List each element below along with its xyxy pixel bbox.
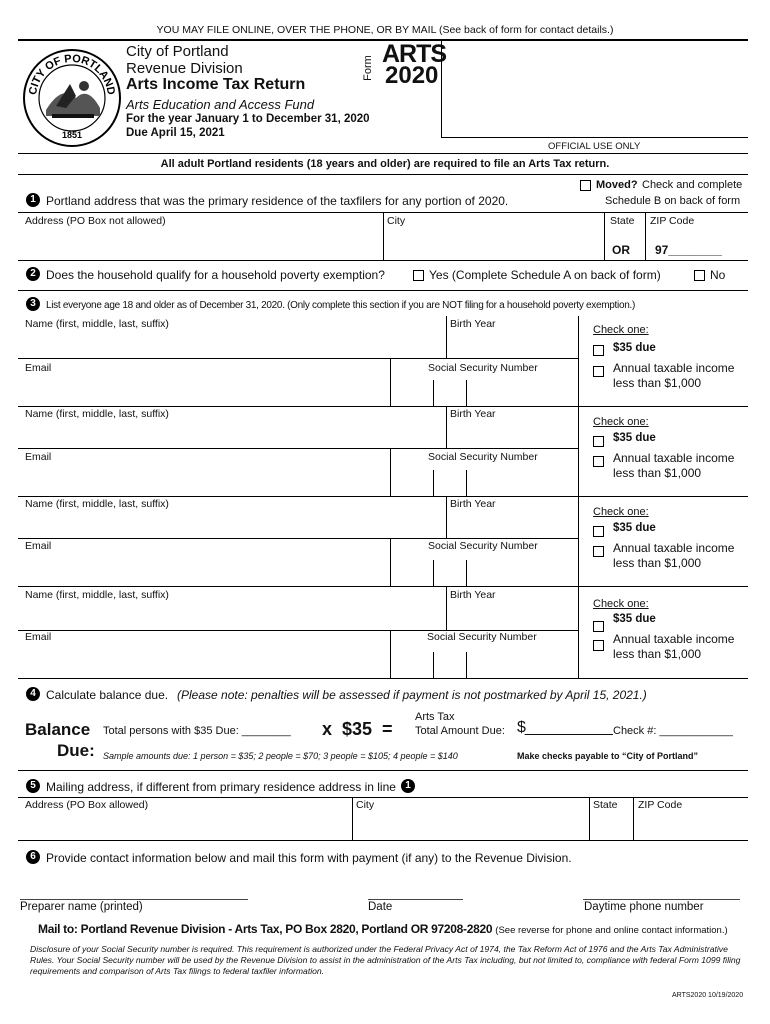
total-amount-input[interactable]: $___________ <box>517 719 612 736</box>
ssn-label: Social Security Number <box>427 631 537 643</box>
zip-value[interactable]: 97________ <box>655 243 722 257</box>
income-checkbox[interactable] <box>593 546 604 557</box>
official-use-divider <box>441 40 442 137</box>
email-label: Email <box>25 631 52 643</box>
division-name: Revenue Division <box>126 60 243 77</box>
check-one-label: Check one: <box>593 324 649 336</box>
due-35-label: $35 due <box>613 342 656 354</box>
ssn-label: Social Security Number <box>428 451 538 463</box>
income-checkbox[interactable] <box>593 456 604 467</box>
ssn-label: Social Security Number <box>428 362 538 374</box>
requirement-notice: All adult Portland residents (18 years and older) are required to file an Arts Tax return. <box>160 158 610 170</box>
sample-amounts: Sample amounts due: 1 person = $35; 2 people = $70; 3 people = $105; 4 people = $140 <box>103 751 458 761</box>
multiplier: x $35 = <box>322 719 393 739</box>
ssn-label: Social Security Number <box>428 540 538 552</box>
person-block <box>0 406 770 496</box>
income-label-2: less than $1,000 <box>613 556 702 570</box>
name-label: Name (first, middle, last, suffix) <box>25 589 169 601</box>
section-3-text: List everyone age 18 and older as of December 31, 2020. (Only complete this section if you are NOT filing for a household poverty exemption.) <box>46 300 635 311</box>
mailing-state-label: State <box>593 799 618 811</box>
due-date: Due April 15, 2021 <box>126 127 225 139</box>
section-1-text: Portland address that was the primary residence of the taxfilers for any portion of 2020. <box>46 194 509 208</box>
phone-line[interactable] <box>583 899 740 900</box>
name-label: Name (first, middle, last, suffix) <box>25 498 169 510</box>
due-35-checkbox[interactable] <box>593 345 604 356</box>
income-checkbox[interactable] <box>593 640 604 651</box>
due-35-checkbox[interactable] <box>593 436 604 447</box>
requirement-rule-bottom <box>18 174 748 175</box>
exemption-no-checkbox[interactable] <box>694 270 705 281</box>
address-input[interactable] <box>20 230 380 258</box>
requirement-rule-top <box>18 153 748 154</box>
payable-note: Make checks payable to “City of Portland” <box>517 751 699 761</box>
due-35-checkbox[interactable] <box>593 621 604 632</box>
exemption-yes-label: Yes (Complete Schedule A on back of form) <box>429 268 661 282</box>
section-1-number: 1 <box>26 193 40 207</box>
section-4-number: 4 <box>26 687 40 701</box>
name-label: Name (first, middle, last, suffix) <box>25 408 169 420</box>
section-5-text: Mailing address, if different from primary residence address in line <box>46 780 396 794</box>
official-use-label: OFFICIAL USE ONLY <box>548 141 641 152</box>
phone-label: Daytime phone number <box>584 901 704 913</box>
section-2-number: 2 <box>26 267 40 281</box>
form-title: Arts Income Tax Return <box>126 76 306 93</box>
email-label: Email <box>25 540 52 552</box>
income-label-2: less than $1,000 <box>613 647 702 661</box>
due-label: Due: <box>57 741 95 760</box>
email-label: Email <box>25 362 52 374</box>
moved-bold: Moved? <box>596 179 638 191</box>
check-number-input[interactable]: Check #: ____________ <box>613 725 733 737</box>
mailing-address-input[interactable] <box>20 814 345 838</box>
birth-year-label: Birth Year <box>450 408 496 420</box>
city-name: City of Portland <box>126 43 229 60</box>
zip-label: ZIP Code <box>650 215 695 227</box>
total-amount-label: Total Amount Due: <box>415 725 505 737</box>
total-persons[interactable]: Total persons with $35 Due: ________ <box>103 725 291 737</box>
date-line[interactable] <box>368 899 463 900</box>
person-block <box>0 586 770 678</box>
income-label-1: Annual taxable income <box>613 451 735 465</box>
mail-to <box>38 922 728 936</box>
svg-text:1851: 1851 <box>61 130 83 140</box>
due-35-checkbox[interactable] <box>593 526 604 537</box>
city-label: City <box>387 215 406 227</box>
moved-text-2: Schedule B on back of form <box>605 195 741 207</box>
income-label-1: Annual taxable income <box>613 361 735 375</box>
section-4-text: Calculate balance due. <box>46 688 169 702</box>
form-subtitle: Arts Education and Access Fund <box>126 97 315 112</box>
section-5-ref: 1 <box>401 779 415 793</box>
moved-checkbox[interactable] <box>580 180 591 191</box>
income-label-2: less than $1,000 <box>613 376 702 390</box>
address-label: Address (PO Box not allowed) <box>25 215 166 227</box>
income-checkbox[interactable] <box>593 366 604 377</box>
name-input[interactable] <box>20 512 440 536</box>
birth-year-label: Birth Year <box>450 318 496 330</box>
state-value[interactable]: OR <box>612 243 630 257</box>
mail-to-address: Mail to: Portland Revenue Division - Arts Tax, PO Box 2820, Portland OR 97208-2820 <box>38 922 493 936</box>
name-input[interactable] <box>20 422 440 446</box>
form-name: ARTS <box>382 40 447 68</box>
official-use-rule <box>441 137 748 138</box>
check-one-label: Check one: <box>593 506 649 518</box>
due-35-label: $35 due <box>613 522 656 534</box>
mailing-address-label: Address (PO Box allowed) <box>25 799 149 811</box>
city-seal <box>22 48 122 148</box>
birth-year-label: Birth Year <box>450 589 496 601</box>
exemption-no-label: No <box>710 268 726 282</box>
form-year: 2020 <box>385 62 439 89</box>
income-label-1: Annual taxable income <box>613 632 735 646</box>
income-label-1: Annual taxable income <box>613 541 735 555</box>
due-35-label: $35 due <box>613 613 656 625</box>
form-label: Form <box>361 55 374 81</box>
disclosure-text: Disclosure of your Social Security number is required. This requirement is authorized under the Federal Privacy Act of 1974, the Tax Reform Act of 1976 and the Arts Tax Administrative Rules. Your Social Security number will be used by the Revenue Division to assist in the administration of the Arts Tax including, but not limited to, compliance with federal Form 1099 filing requirements and comparison of Arts Tax filings to federal taxfiler information. <box>30 944 741 976</box>
tax-period: For the year January 1 to December 31, 2020 <box>126 113 370 125</box>
mail-to-note: (See reverse for phone and online contact information.) <box>495 925 728 936</box>
name-label: Name (first, middle, last, suffix) <box>25 318 169 330</box>
due-35-label: $35 due <box>613 432 656 444</box>
name-input[interactable] <box>20 332 440 356</box>
mailing-zip-label: ZIP Code <box>638 799 683 811</box>
section-3-number: 3 <box>26 297 40 311</box>
income-label-2: less than $1,000 <box>613 466 702 480</box>
birth-year-label: Birth Year <box>450 498 496 510</box>
preparer-label: Preparer name (printed) <box>20 901 143 913</box>
person-block <box>0 316 770 406</box>
section-6-text: Provide contact information below and mail this form with payment (if any) to the Revenue Division. <box>46 851 572 865</box>
section-5-number: 5 <box>26 779 40 793</box>
date-label: Date <box>368 901 393 913</box>
footer-code: ARTS2020 10/19/2020 <box>672 992 744 999</box>
arts-tax-label: Arts Tax <box>415 711 455 723</box>
exemption-yes-checkbox[interactable] <box>413 270 424 281</box>
section-4-note: (Please note: penalties will be assessed if payment is not postmarked by April 15, 2021.) <box>177 688 647 702</box>
section-6-number: 6 <box>26 850 40 864</box>
balance-label: Balance <box>25 720 91 739</box>
moved-text: Check and complete <box>642 179 743 191</box>
city-input[interactable] <box>386 230 601 258</box>
check-one-label: Check one: <box>593 416 649 428</box>
email-label: Email <box>25 451 52 463</box>
person-block <box>0 496 770 586</box>
preparer-line[interactable] <box>20 899 248 900</box>
svg-text:CITY OF PORTLAND: CITY OF PORTLAND <box>27 52 117 96</box>
check-one-label: Check one: <box>593 598 649 610</box>
name-input[interactable] <box>20 604 440 628</box>
mailing-city-label: City <box>356 799 375 811</box>
top-notice: YOU MAY FILE ONLINE, OVER THE PHONE, OR BY MAIL (See back of form for contact details.) <box>156 24 614 36</box>
mailing-city-input[interactable] <box>356 814 586 838</box>
section-2-text: Does the household qualify for a household poverty exemption? <box>46 268 385 282</box>
state-label: State <box>610 215 635 227</box>
